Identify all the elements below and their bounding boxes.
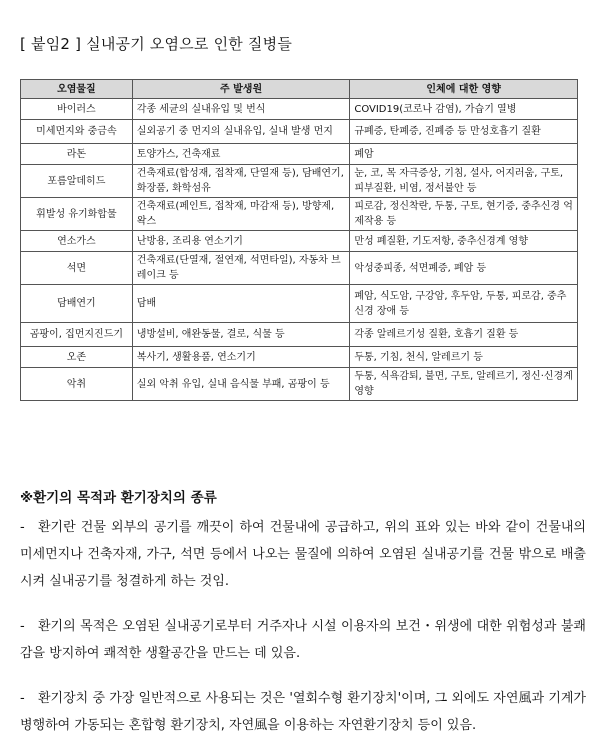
paragraph-bullet: - [20, 619, 25, 634]
source-cell: 건축재료(단열재, 절연재, 석면타일), 자동차 브레이크 등 [132, 252, 350, 285]
paragraph-text: 환기란 건물 외부의 공기를 깨끗이 하여 건물내에 공급하고, 위의 표와 있는 바와 같이 건물내의 미세먼지나 건축자재, 가구, 석면 등에서 나오는 물질에 의하여 오염된 실내공기를 건물 밖으로 배출시켜 실내공기를 청결하게 하는 것임. [20, 520, 586, 589]
pollutant-cell: 담배연기 [21, 285, 133, 323]
paragraph-bullet: - [20, 691, 25, 706]
effect-cell: 폐암, 식도암, 구강암, 후두암, 두통, 피로감, 중추신경 장애 등 [350, 285, 578, 323]
table-header-row [21, 80, 578, 99]
source-cell: 담배 [132, 285, 350, 323]
header-pollutant: 오염물질 [21, 80, 133, 99]
effect-cell: 두통, 기침, 천식, 알레르기 등 [350, 347, 578, 368]
paragraph-text: 환기의 목적은 오염된 실내공기로부터 거주자나 시설 이용자의 보건・위생에 대한 위험성과 불쾌감을 방지하여 쾌적한 생활공간을 만드는 데 있음. [20, 619, 586, 661]
pollutant-cell: 악취 [21, 368, 133, 401]
header-source: 주 발생원 [132, 80, 350, 99]
source-cell: 실외 악취 유입, 실내 음식물 부패, 곰팡이 등 [132, 368, 350, 401]
table-row [21, 252, 578, 285]
effect-cell: 악성중피종, 석면폐증, 폐암 등 [350, 252, 578, 285]
pollutant-cell: 곰팡이, 집먼지진드기 [21, 323, 133, 347]
pollutant-cell: 휘발성 유기화합물 [21, 198, 133, 231]
pollutant-table [20, 79, 578, 401]
effect-cell: 폐암 [350, 144, 578, 165]
paragraph [20, 613, 586, 667]
source-cell: 복사기, 생활용품, 연소기기 [132, 347, 350, 368]
table-row [21, 323, 578, 347]
paragraph [20, 514, 586, 595]
pollutant-cell: 석면 [21, 252, 133, 285]
source-cell: 건축재료(페인트, 접착재, 마감재 등), 방향제, 왁스 [132, 198, 350, 231]
pollutant-cell: 포름알데히드 [21, 165, 133, 198]
table-row [21, 231, 578, 252]
effect-cell: 각종 알레르기성 질환, 호흡기 질환 등 [350, 323, 578, 347]
effect-cell: 만성 폐질환, 기도저항, 중추신경계 영향 [350, 231, 578, 252]
table-row [21, 165, 578, 198]
paragraph-bullet: - [20, 520, 25, 535]
section-heading: ※환기의 목적과 환기장치의 종류 [20, 490, 217, 506]
table-row [21, 285, 578, 323]
paragraph [20, 685, 586, 739]
table-row [21, 120, 578, 144]
table-body [21, 99, 578, 401]
source-cell: 실외공기 중 먼지의 실내유입, 실내 발생 먼지 [132, 120, 350, 144]
table-row [21, 368, 578, 401]
source-cell: 각종 세균의 실내유입 및 번식 [132, 99, 350, 120]
pollutant-cell: 오존 [21, 347, 133, 368]
header-effect: 인체에 대한 영향 [350, 80, 578, 99]
table-row [21, 99, 578, 120]
effect-cell: COVID19(코로나 감염), 가습기 열병 [350, 99, 578, 120]
source-cell: 토양가스, 건축재료 [132, 144, 350, 165]
source-cell: 난방용, 조리용 연소기기 [132, 231, 350, 252]
effect-cell: 눈, 코, 목 자극증상, 기침, 설사, 어지러움, 구토, 피부질환, 비염, 정서불안 등 [350, 165, 578, 198]
effect-cell: 규폐증, 탄폐증, 진폐증 등 만성호흡기 질환 [350, 120, 578, 144]
table-row [21, 144, 578, 165]
table-row [21, 347, 578, 368]
pollutant-cell: 미세먼지와 중금속 [21, 120, 133, 144]
source-cell: 건축재료(합성재, 접착재, 단열재 등), 담배연기, 화장품, 화학섬유 [132, 165, 350, 198]
effect-cell: 피로감, 정신착란, 두통, 구토, 현기증, 중추신경 억제작용 등 [350, 198, 578, 231]
page-title: [ 붙임2 ] 실내공기 오염으로 인한 질병들 [20, 35, 293, 53]
source-cell: 냉방설비, 애완동물, 결로, 식물 등 [132, 323, 350, 347]
pollutant-cell: 라돈 [21, 144, 133, 165]
table-row [21, 198, 578, 231]
pollutant-cell: 연소가스 [21, 231, 133, 252]
effect-cell: 두통, 식욕감퇴, 불면, 구토, 알레르기, 정신·신경계 영향 [350, 368, 578, 401]
paragraph-text: 환기장치 중 가장 일반적으로 사용되는 것은 '열회수형 환기장치'이며, 그 외에도 자연風과 기계가 병행하여 가동되는 혼합형 환기장치, 자연風을 이용하는 자연환기장치 등이 있음. [20, 691, 586, 733]
pollutant-cell: 바이러스 [21, 99, 133, 120]
